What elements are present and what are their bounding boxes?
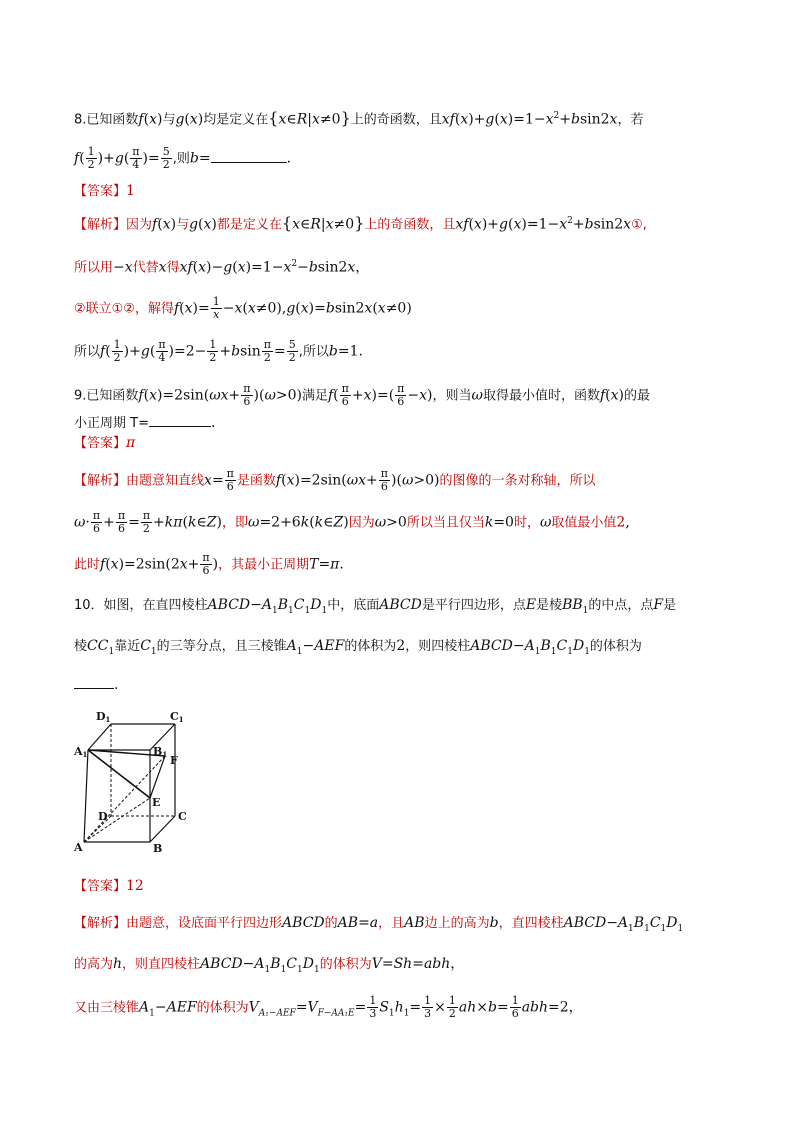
q10-stem-text: ，则四棱柱	[405, 639, 471, 654]
label-d: D	[98, 810, 108, 823]
q10-analysis-text: 由题意，设底面平行四边形	[126, 916, 283, 931]
q10-analysis-text: 的体积为	[196, 1000, 249, 1016]
q8-stem-text: 均是定义在	[203, 112, 269, 128]
q9-stem-line2: 小正周期 T= .	[74, 415, 216, 431]
q10-stem-text: 2	[396, 638, 406, 654]
q10-analysis-tag: 【解析】	[74, 916, 127, 931]
q9-analysis-text: 由题意知直线	[126, 473, 205, 489]
label-a: A	[74, 841, 83, 854]
q10-analysis-line1: 【解析】由题意，设底面平行四边形ABCD的AB=a，且AB边上的高为b，直四棱柱$ABCD-A_1B_1C_1D_1$	[74, 915, 684, 934]
q10-answer-tag: 【答案】	[74, 879, 127, 894]
q8-analysis-text: 都是定义在	[216, 217, 282, 233]
q8-analysis-text: 与	[176, 217, 190, 233]
q8-analysis-line4: 所以f( $\frac{1}{2}$ )+g( $\frac{\pi}{4}$ )=2− $\frac{1}{2}$ +bsin $\frac{\pi}{2}$ = $\frac{5}{2}$ ,所以b=1.	[74, 338, 363, 364]
q10-analysis-text: 的高为	[74, 957, 114, 972]
q9-stem-text: 小正周期 T=	[74, 416, 149, 431]
q8-analysis-line3: ②联立①②，解得f(x)= $\frac{1}{x}$ −x(x≠0),g(x)=bsin2x(x≠0)	[74, 295, 412, 321]
q9-stem-text: ，则当	[432, 388, 472, 404]
label-a1: A1	[74, 745, 88, 759]
label-c: C	[178, 810, 187, 823]
q10-stem-text: 是	[663, 598, 677, 613]
label-b: B	[153, 842, 163, 854]
q9-answer-tag: 【答案】	[74, 436, 127, 451]
q8-answer: 1	[126, 183, 135, 199]
label-f: F	[170, 754, 178, 767]
q10-stem-text: .	[114, 677, 119, 693]
q9-answer: π	[126, 435, 136, 451]
q10-answer-blank	[74, 676, 114, 689]
q8-analysis-line2: 所以用−x代替x得$xf(x)-g(x)=1-x^2-bsin2x$，	[74, 259, 370, 276]
q10-stem-text: 是棱	[536, 598, 563, 613]
q10-analysis-line3: 又由三棱锥$A_1-AEF$的体积为$V_{A_1-AEF}=V_{F-AA_1E}=$ $\frac{1}{3}$ $S_1h_1=$ $\frac{1}{3}$ × $\frac{1}{2}$ ah×b= $\frac{1}{6}$ abh=2，	[74, 994, 583, 1020]
q10-analysis-text: 又由三棱锥	[74, 1000, 140, 1016]
edge-a-a1	[84, 750, 88, 842]
q10-answer-line	[74, 877, 144, 896]
q8-analysis-text: ①,	[631, 217, 647, 233]
q10-stem-line3	[74, 676, 118, 694]
q8-stem-text: 与	[162, 112, 176, 128]
q8-analysis-text: ,所以	[298, 344, 329, 360]
q10-stem-line1: 10．如图，在直四棱柱$ABCD-A_1B_1C_1D_1$中，底面ABCD是平行四边形，点E是棱$BB_1$的中点，点F是	[74, 597, 677, 616]
q8-analysis-text: 所以	[74, 344, 101, 360]
q10-analysis-text: ，则直四棱柱	[122, 957, 201, 972]
q10-stem-text: 棱	[74, 639, 88, 654]
label-c1: C1	[170, 710, 184, 724]
q8-analysis-text: 因为	[126, 217, 153, 233]
q8-analysis-text: 所以用	[74, 260, 114, 276]
q9-analysis-line3: 此时f(x)=2sin(2x+ $\frac{\pi}{6}$ )，其最小正周期T=π.	[74, 551, 344, 577]
q10-analysis-line2: 的高为h，则直四棱柱$ABCD-A_1B_1C_1D_1$的体积为V=Sh=abh，	[74, 956, 465, 975]
hidden-segment-a-e	[84, 798, 150, 842]
q9-analysis-text: 的图像的一条对称轴，所以	[439, 473, 596, 489]
segment-a1-e	[88, 750, 150, 798]
q10-stem-text: 的中点，点	[588, 598, 654, 613]
q10-stem-text: 的体积为	[589, 639, 642, 654]
q8-analysis-line1: 【解析】因为f(x)与g(x)都是定义在{x∈R|x≠0}上的奇函数，且$xf(x)+g(x)=1-x^2+bsin2x①$,	[74, 213, 647, 233]
q9-stem-text: 取得最小值时，函数	[482, 388, 600, 404]
q9-analysis-text: 2	[616, 514, 626, 531]
q9-analysis-line2: ω· $\frac{\pi}{6}$ + $\frac{\pi}{6}$ = $\frac{\pi}{2}$ +kπ(k∈Z)，即ω=2+6k(k∈Z)因为ω>0所以当且仅当k=0时，ω取值最小值2,	[74, 509, 630, 535]
q8-analysis-text: 得	[166, 260, 180, 276]
q8-analysis-text: ②联立①②，解得	[74, 301, 174, 317]
q10-stem-line2: 棱$CC_1$靠近$C_1$的三等分点，且三棱锥$A_1-AEF$的体积为2，则四棱柱$ABCD-A_1B_1C_1D_1$的体积为	[74, 638, 642, 657]
edge-a1-d1	[88, 724, 111, 750]
q10-analysis-text: ，直四棱柱	[498, 916, 564, 931]
q8-analysis-text: 上的奇函数，且	[364, 217, 456, 233]
q9-analysis-text: 所以当且仅当	[406, 515, 485, 531]
q8-stem-text: 8.已知函数	[74, 112, 139, 128]
q10-analysis-text: 的	[324, 916, 338, 931]
q9-analysis-text: 取值最小值	[551, 515, 617, 531]
q10-stem-text: 10．如图，在直四棱柱	[74, 598, 208, 613]
q9-analysis-line1: 【解析】由题意知直线x= $\frac{\pi}{6}$ 是函数f(x)=2sin(ωx+ $\frac{\pi}{6}$ )(ω>0)的图像的一条对称轴，所以	[74, 467, 596, 493]
q8-condition-line: f( $\frac{1}{2}$ )+g( $\frac{\pi}{4}$ )= $\frac{5}{2}$ ,则b= .	[74, 145, 292, 171]
q10-stem-text: 靠近	[114, 639, 141, 654]
q8-stem-text: 上的奇函数，且	[350, 112, 442, 128]
q10-analysis-text: 边上的高为	[424, 916, 490, 931]
q9-stem-text: 满足	[301, 388, 328, 404]
q10-answer: 12	[126, 878, 144, 894]
q8-answer-blank	[211, 150, 287, 163]
q9-analysis-text: ，即	[222, 515, 249, 531]
q10-analysis-text: ，且	[378, 916, 405, 931]
q8-analysis-tag: 【解析】	[74, 217, 127, 233]
q9-stem-line1: 9.已知函数f(x)=2sin(ωx+ $\frac{\pi}{6}$ )(ω>0)满足f( $\frac{\pi}{6}$ +x)=( $\frac{\pi}{6}$ −x)，则当ω取得最小值时，函数f(x)的最	[74, 382, 651, 408]
q8-answer-tag: 【答案】	[74, 184, 127, 199]
label-d1: D1	[96, 710, 111, 724]
q9-answer-line	[74, 434, 135, 453]
q9-analysis-text: 此时	[74, 557, 101, 573]
prism-figure	[74, 708, 190, 854]
q8-stem-line: 8.已知函数f(x)与g(x)均是定义在{x∈R|x≠0}上的奇函数，且$xf(x)+g(x)=1-x^2+bsin2x$，若	[74, 108, 644, 128]
q10-stem-text: 的体积为	[344, 639, 397, 654]
q10-analysis-text: 的体积为	[319, 957, 372, 972]
q10-stem-text: 中，底面	[327, 598, 380, 613]
q9-analysis-text: 时，	[513, 515, 540, 531]
q9-answer-blank	[149, 414, 211, 427]
q8-answer-line	[74, 182, 135, 201]
q9-analysis-text: 是函数	[236, 473, 276, 489]
q10-stem-text: 是平行四边形，点	[421, 598, 526, 613]
q9-stem-text: 9.已知函数	[74, 388, 139, 404]
q10-stem-text: 的三等分点，且三棱锥	[156, 639, 287, 654]
q9-analysis-text: 因为	[348, 515, 375, 531]
label-e: E	[152, 796, 161, 809]
segment-e-f	[150, 756, 165, 798]
label-b1: B1	[153, 745, 168, 759]
q9-analysis-tag: 【解析】	[74, 473, 127, 489]
q8-analysis-text: 代替	[132, 260, 159, 276]
q9-stem-text: 的最	[624, 388, 651, 404]
q9-analysis-text: ，其最小正周期	[218, 557, 310, 573]
edge-b-c	[150, 816, 175, 842]
q8-cond-tail: ,则	[172, 151, 190, 167]
q8-stem-text: ，若	[617, 112, 644, 128]
